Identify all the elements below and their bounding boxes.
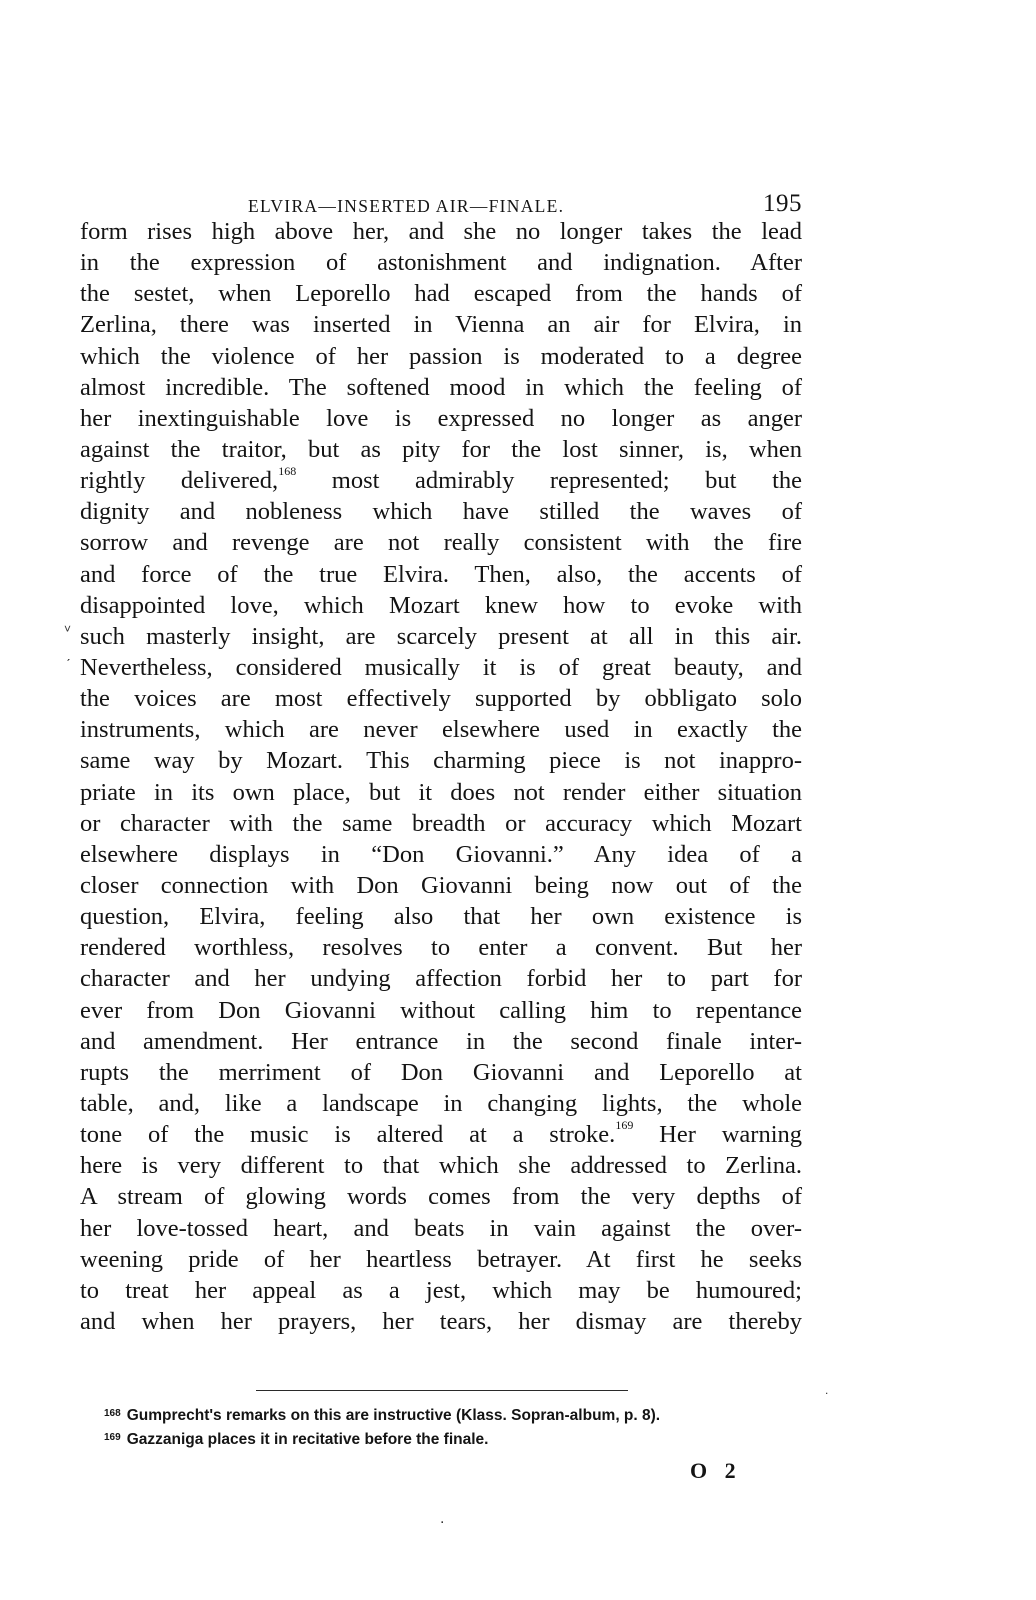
margin-tick-mark: ˊ xyxy=(66,656,71,672)
text-line: her love-tossed heart, and beats in vain against the over- xyxy=(80,1214,802,1242)
footnote-text: Gazzaniga places it in recitative before the finale. xyxy=(126,1431,489,1448)
text-line-with-ref-169 xyxy=(80,1119,802,1150)
footnote-169 xyxy=(104,1428,804,1452)
text-line: weening pride of her heartless betrayer. At first he seeks xyxy=(80,1245,802,1273)
text-line: instruments, which are never elsewhere used in exactly the xyxy=(80,716,802,744)
stray-dot-mark: . xyxy=(440,1510,445,1527)
text-line: and when her prayers, her tears, her dismay are thereby xyxy=(80,1307,802,1335)
text-line: sorrow and revenge are not really consistent with the fire xyxy=(80,529,802,557)
signature-mark: O 2 xyxy=(690,1458,742,1483)
text-line: her inextinguishable love is expressed no longer as anger xyxy=(80,404,802,432)
text-line: character and her undying affection forbid her to part for xyxy=(80,965,802,993)
text-line: elsewhere displays in “Don Giovanni.” Any idea of a xyxy=(80,840,802,868)
stray-side-dot-mark: . xyxy=(825,1383,829,1397)
text-line: question, Elvira, feeling also that her own existence is xyxy=(80,903,802,931)
footnotes xyxy=(104,1404,804,1452)
text-line: and force of the true Elvira. Then, also, the accents of xyxy=(80,560,802,588)
text-line: table, and, like a landscape in changing lights, the whole xyxy=(80,1089,802,1117)
footnote-ref-169: 169 xyxy=(615,1117,634,1132)
text-segment: tone of the music is altered at a stroke. xyxy=(80,1121,616,1149)
text-line: closer connection with Don Giovanni being now out of the xyxy=(80,871,802,899)
text-line: rendered worthless, resolves to enter a convent. But her xyxy=(80,934,802,962)
footnote-rule xyxy=(256,1390,628,1391)
text-line: or character with the same breadth or accuracy which Mozart xyxy=(80,809,802,837)
footnote-168 xyxy=(104,1404,804,1428)
text-line: against the traitor, but as pity for the lost sinner, is, when xyxy=(80,435,802,463)
text-segment: Her warning xyxy=(659,1121,803,1149)
text-line: such masterly insight, are scarcely present at all in this air. xyxy=(80,622,802,650)
text-line: same way by Mozart. This charming piece is not inappro- xyxy=(80,747,802,775)
text-line: ever from Don Giovanni without calling him to repentance xyxy=(80,996,802,1024)
text-line: A stream of glowing words comes from the very depths of xyxy=(80,1183,802,1211)
text-line: the sestet, when Leporello had escaped from the hands of xyxy=(80,280,802,308)
text-line: Nevertheless, considered musically it is of great beauty, and xyxy=(80,653,802,681)
text-line: and amendment. Her entrance in the second finale inter- xyxy=(80,1027,802,1055)
footnote-mark: 169 xyxy=(104,1432,121,1443)
text-line: here is very different to that which she addressed to Zerlina. xyxy=(80,1152,802,1180)
text-line: almost incredible. The softened mood in which the feeling of xyxy=(80,373,802,401)
footnote-ref-168: 168 xyxy=(278,463,297,478)
text-line-with-ref-168 xyxy=(80,465,802,496)
running-title: ELVIRA—INSERTED AIR—FINALE. xyxy=(248,196,565,216)
footnote-text: Gumprecht's remarks on this are instructive (Klass. Sopran-album, p. 8). xyxy=(126,1407,661,1424)
text-line: disappointed love, which Mozart knew how to evoke with xyxy=(80,591,802,619)
text-segment: rightly delivered, xyxy=(80,467,279,495)
text-line: priate in its own place, but it does not render either situation xyxy=(80,778,802,806)
text-line: to treat her appeal as a jest, which may be humoured; xyxy=(80,1276,802,1304)
margin-caret-mark: ˅ xyxy=(64,622,72,636)
footnote-mark: 168 xyxy=(104,1408,121,1419)
text-line: rupts the merriment of Don Giovanni and Leporello at xyxy=(80,1058,802,1086)
text-line: dignity and nobleness which have stilled the waves of xyxy=(80,498,802,526)
page-number: 195 xyxy=(763,190,802,217)
text-line: form rises high above her, and she no longer takes the lead xyxy=(80,218,802,245)
text-line: Zerlina, there was inserted in Vienna an air for Elvira, in xyxy=(80,311,802,339)
body-text xyxy=(80,216,802,1337)
text-line: which the violence of her passion is moderated to a degree xyxy=(80,342,802,370)
text-segment: most admirably represented; but the xyxy=(331,467,802,495)
text-line: the voices are most effectively supported by obbligato solo xyxy=(80,685,802,713)
text-line: in the expression of astonishment and indignation. After xyxy=(80,249,802,277)
